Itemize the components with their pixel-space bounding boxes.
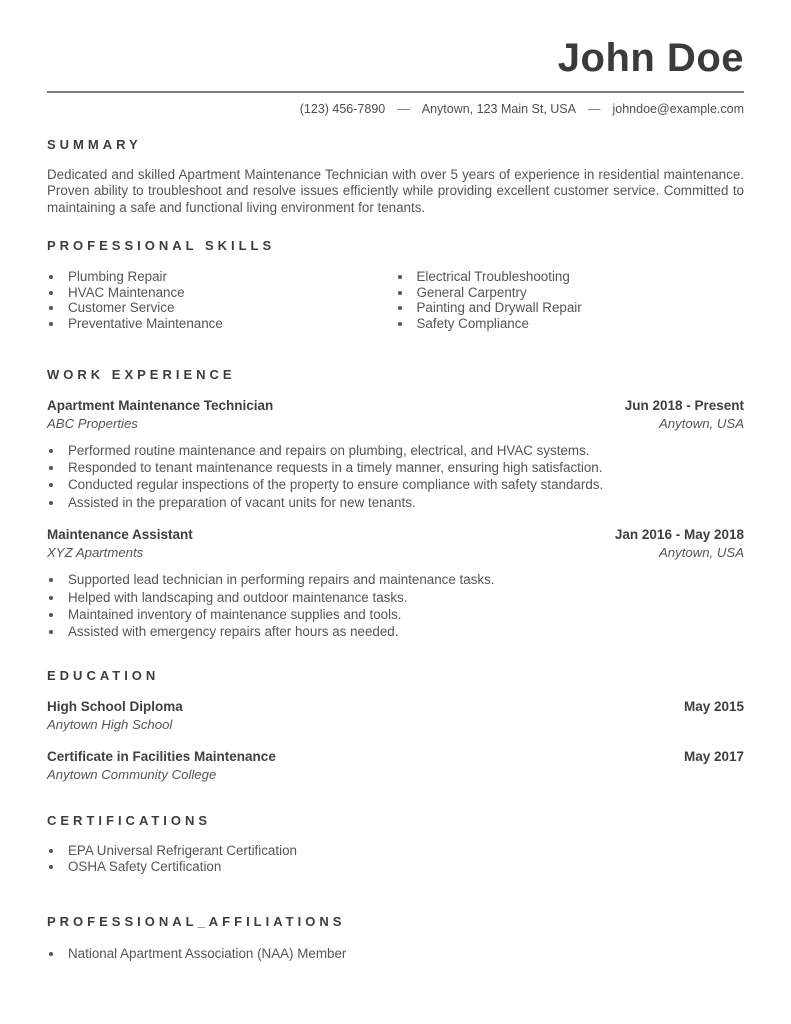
skill-item: • Preventative Maintenance [64,316,396,332]
resume-header [47,36,744,116]
job-company: ABC Properties [47,415,138,431]
header-divider [47,91,744,93]
education-header-left [47,699,183,732]
job-header-right [615,527,744,560]
job-role: Apartment Maintenance Technician [47,397,274,413]
summary-text: Dedicated and skilled Apartment Maintenance Technician with over 5 years of experience in residential maintenance. Proven ability to troubleshoot and resolve issues efficiently while providing excellent customer service. Committed to maintaining a safe and functional living environment for tenants. [47,167,744,215]
job-company: XYZ Apartments [47,545,144,561]
certification-list [47,843,744,875]
skill-item: • HVAC Maintenance [64,285,396,301]
affiliation-list [47,946,744,962]
education-degree: High School Diploma [47,698,183,714]
contact-separator: — [587,102,601,116]
education-degree: Certificate in Facilities Maintenance [47,748,276,764]
job-bullet: • Assisted with emergency repairs after hours as needed. [64,623,744,640]
job-bullet: • Conducted regular inspections of the property to ensure compliance with safety standards. [64,476,744,493]
job-bullet: • Assisted in the preparation of vacant units for new tenants. [64,494,744,511]
certification-item: • EPA Universal Refrigerant Certification [64,843,744,859]
job-bullet: • Supported lead technician in performing repairs and maintenance tasks. [64,571,744,588]
section-education [47,668,744,782]
education-title: EDUCATION [47,667,160,683]
education-school: Anytown High School [47,716,173,732]
contact-separator: — [397,102,410,116]
skill-item: • Painting and Drywall Repair [413,300,745,316]
affiliations-title: PROFESSIONAL_AFFILIATIONS [47,914,346,930]
skills-column-2 [396,269,745,331]
job-header [47,398,744,431]
skills-columns [47,269,744,331]
job-header-right [625,398,744,431]
section-summary [47,137,744,216]
job-bullet: • Helped with landscaping and outdoor maintenance tasks. [64,589,744,606]
education-header-left [47,749,276,782]
education-date: May 2017 [683,748,744,764]
section-certifications [47,813,744,875]
education-entry [47,699,744,732]
education-entry [47,749,744,782]
job-bullets [47,442,744,512]
section-skills [47,238,744,331]
contact-email: johndoe@example.com [612,102,744,116]
skills-column-1 [47,269,396,331]
job-bullets [47,571,744,641]
skill-item: • General Carpentry [413,285,745,301]
job-header [47,527,744,560]
job-bullet: • Responded to tenant maintenance requests in a timely manner, ensuring high satisfaction. [64,459,744,476]
education-date: May 2015 [683,698,744,714]
section-work-experience [47,367,744,641]
certification-item: • OSHA Safety Certification [64,859,744,875]
job-dates: Jan 2016 - May 2018 [614,527,744,543]
job-bullet: • Maintained inventory of maintenance supplies and tools. [64,606,744,623]
education-header-right [684,699,744,732]
job-entry [47,398,744,512]
education-school: Anytown Community College [47,766,217,782]
job-header-left [47,527,193,560]
summary-title: SUMMARY [47,137,142,152]
education-header [47,749,744,782]
contact-address: Anytown, 123 Main St, USA [421,102,576,116]
contact-line [47,102,744,116]
job-header-left [47,398,273,431]
skill-item: • Safety Compliance [413,316,745,332]
section-affiliations [47,914,744,962]
job-role: Maintenance Assistant [47,527,193,543]
skill-item: • Electrical Troubleshooting [413,269,745,285]
education-header [47,699,744,732]
affiliation-item: • National Apartment Association (NAA) Member [64,946,744,962]
contact-phone: (123) 456-7890 [299,102,386,116]
skill-item: • Customer Service [64,300,396,316]
skills-title: PROFESSIONAL SKILLS [47,238,276,254]
candidate-name: John Doe [557,36,744,80]
experience-title: WORK EXPERIENCE [47,366,236,382]
job-bullet: • Performed routine maintenance and repairs on plumbing, electrical, and HVAC systems. [64,442,744,459]
job-location: Anytown, USA [658,545,744,561]
job-entry [47,527,744,641]
job-location: Anytown, USA [658,415,744,431]
job-dates: Jun 2018 - Present [624,397,744,413]
certifications-title: CERTIFICATIONS [47,812,212,828]
education-header-right [684,749,744,782]
skill-item: • Plumbing Repair [64,269,396,285]
